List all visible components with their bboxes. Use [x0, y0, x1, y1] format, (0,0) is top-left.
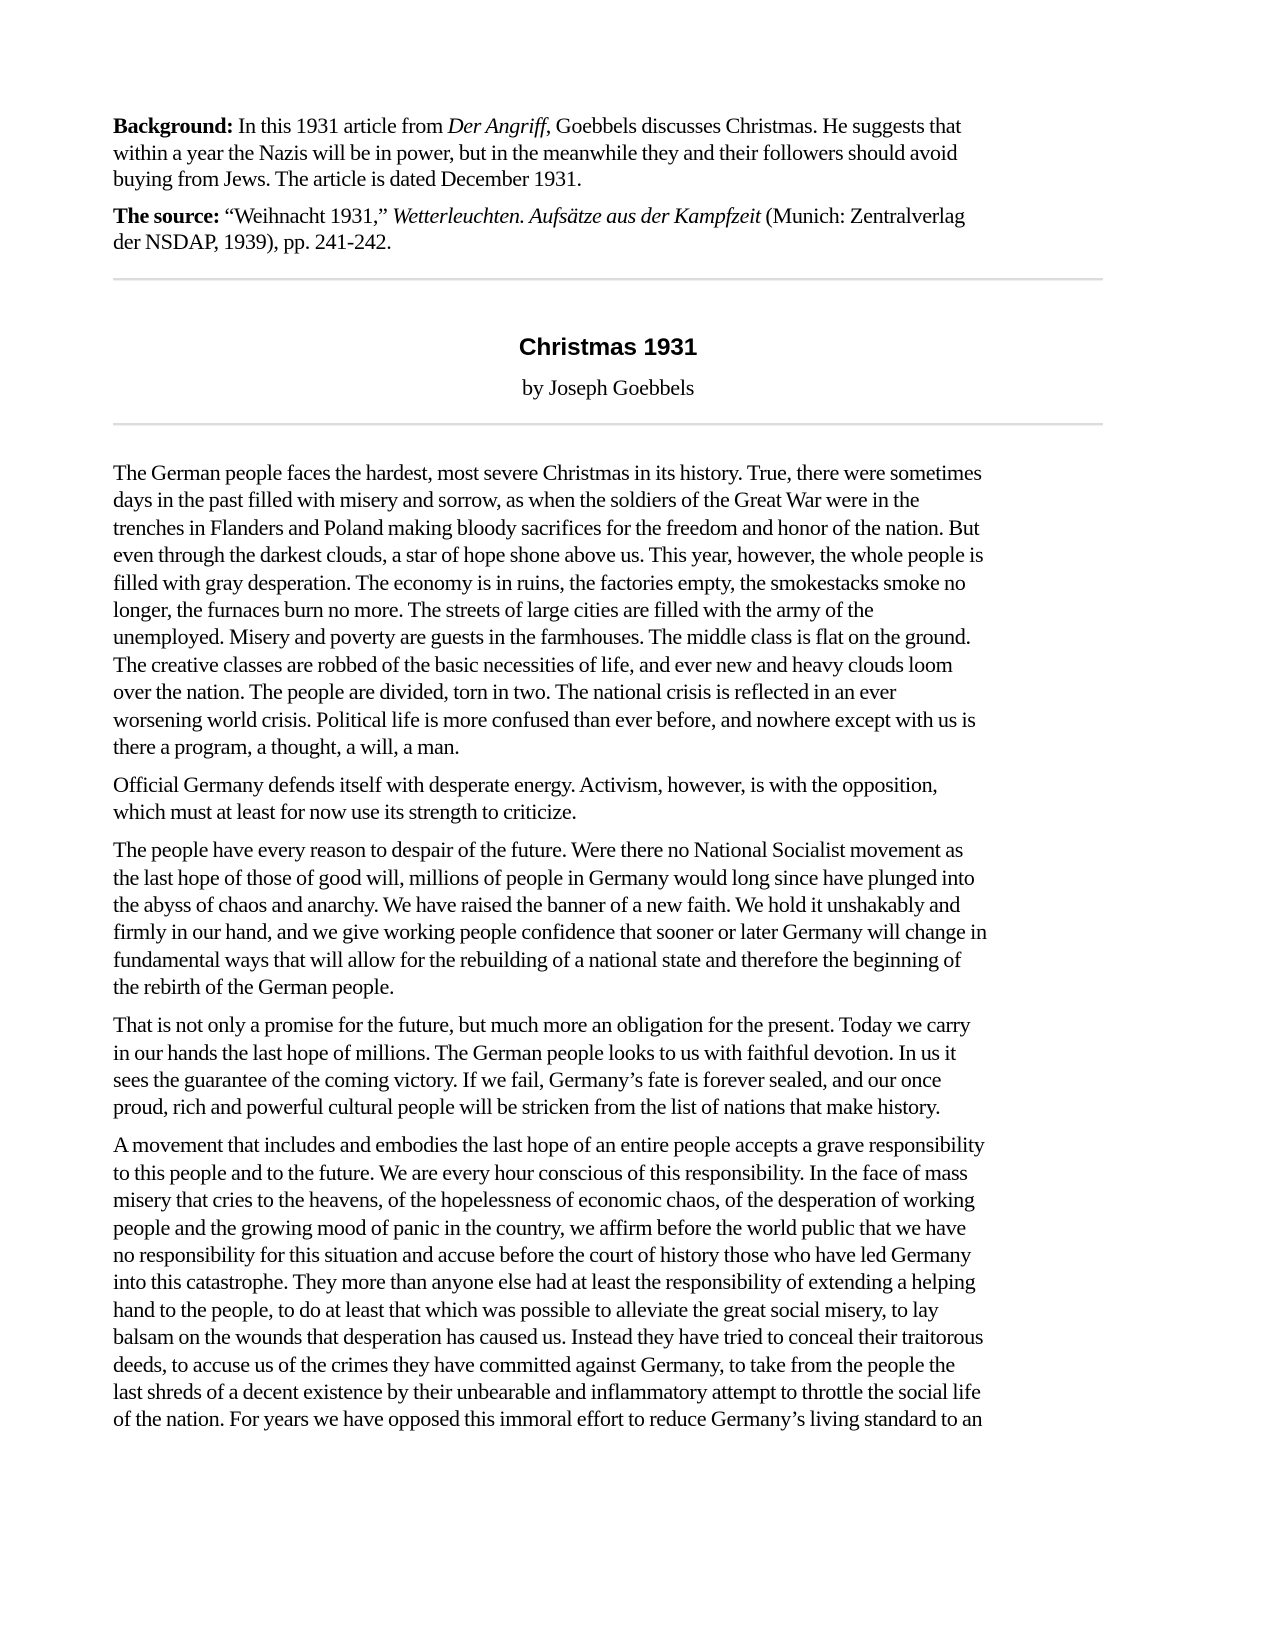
body-paragraph — [113, 1011, 1103, 1121]
paragraph-line: no responsibility for this situation and accuse before the court of history those who have led Germany — [113, 1241, 971, 1267]
background-label: Background: — [113, 113, 234, 138]
paragraph-line: which must at least for now use its strength to criticize. — [113, 799, 577, 825]
paragraph-line: the rebirth of the German people. — [113, 974, 395, 1000]
paragraph-line: hand to the people, to do at least that which was possible to alleviate the great social misery, to lay — [113, 1296, 939, 1322]
body-paragraph — [113, 459, 1103, 760]
source-paragraph — [113, 203, 1103, 256]
source-line: der NSDAP, 1939), pp. 241-242. — [113, 229, 392, 255]
source-text: (Munich: Zentralverlag — [760, 202, 965, 228]
body-paragraph — [113, 1131, 1103, 1432]
paragraph-line: misery that cries to the heavens, of the hopelessness of economic chaos, of the desperation of working — [113, 1187, 975, 1213]
source-book-title: Wetterleuchten. Aufsätze aus der Kampfzeit — [392, 202, 761, 228]
paragraph-line: over the nation. The people are divided, torn in two. The national crisis is reflected in an ever — [113, 679, 897, 705]
paragraph-line: days in the past filled with misery and sorrow, as when the soldiers of the Great War were in the — [113, 487, 920, 513]
intro-section — [113, 113, 1103, 256]
paragraph-line: balsam on the wounds that desperation has caused us. Instead they have tried to conceal their traitorous — [113, 1324, 984, 1350]
paragraph-line: The German people faces the hardest, most severe Christmas in its history. True, there were sometimes — [113, 459, 982, 485]
paragraph-line: A movement that includes and embodies the last hope of an entire people accepts a grave responsibility — [113, 1132, 985, 1158]
paragraph-line: filled with gray desperation. The economy is in ruins, the factories empty, the smokestacks smoke no — [113, 569, 966, 595]
paragraph-line: firmly in our hand, and we give working people confidence that sooner or later Germany will change in — [113, 919, 987, 945]
divider — [113, 423, 1103, 426]
background-line: buying from Jews. The article is dated December 1931. — [113, 166, 582, 192]
article-header — [113, 281, 1103, 423]
paragraph-line: Official Germany defends itself with desperate energy. Activism, however, is with the opposition, — [113, 771, 938, 797]
background-line: within a year the Nazis will be in power, but in the meanwhile they and their followers should avoid — [113, 139, 958, 165]
body-paragraph — [113, 836, 1103, 1000]
document-page — [113, 113, 1103, 1443]
publication-name: Der Angriff — [447, 113, 546, 138]
source-label: The source: — [113, 202, 220, 228]
background-line — [113, 113, 1103, 140]
paragraph-line: even through the darkest clouds, a star of hope shone above us. This year, however, the whole people is — [113, 542, 984, 568]
paragraph-line: unemployed. Misery and poverty are guests in the farmhouses. The middle class is flat on the ground. — [113, 624, 971, 650]
source-text: “Weihnacht 1931,” — [219, 202, 393, 228]
background-text: In this 1931 article from — [233, 113, 448, 138]
paragraph-line: fundamental ways that will allow for the rebuilding of a national state and therefore the beginning of — [113, 946, 962, 972]
article-body — [113, 459, 1103, 1433]
article-title: Christmas 1931 — [518, 333, 698, 361]
paragraph-line: the abyss of chaos and anarchy. We have raised the banner of a new faith. We hold it unshakably and — [113, 892, 961, 918]
paragraph-line: The people have every reason to despair of the future. Were there no National Socialist movement as — [113, 837, 963, 863]
body-paragraph — [113, 771, 1103, 826]
source-line — [113, 203, 1103, 230]
paragraph-line: deeds, to accuse us of the crimes they have committed against Germany, to take from the people the — [113, 1351, 955, 1377]
paragraph-line: That is not only a promise for the future, but much more an obligation for the present. Today we carry — [113, 1012, 971, 1038]
paragraph-line: The creative classes are robbed of the basic necessities of life, and ever new and heavy clouds loom — [113, 651, 953, 677]
paragraph-line: last shreds of a decent existence by their unbearable and inflammatory attempt to throttle the social life — [113, 1378, 981, 1404]
paragraph-line: the last hope of those of good will, millions of people in Germany would long since have plunged into — [113, 864, 975, 890]
paragraph-line: there a program, a thought, a will, a man. — [113, 734, 460, 760]
paragraph-line: to this people and to the future. We are every hour conscious of this responsibility. In the face of mass — [113, 1159, 968, 1185]
paragraph-line: trenches in Flanders and Poland making bloody sacrifices for the freedom and honor of the nation. But — [113, 514, 980, 540]
paragraph-line: sees the guarantee of the coming victory. If we fail, Germany’s fate is forever sealed, and our once — [113, 1067, 942, 1092]
background-paragraph — [113, 113, 1103, 193]
article-byline: by Joseph Goebbels — [521, 374, 695, 400]
paragraph-line: of the nation. For years we have opposed this immoral effort to reduce Germany’s living standard to an — [113, 1406, 983, 1432]
paragraph-line: people and the growing mood of panic in the country, we affirm before the world public that we have — [113, 1214, 966, 1240]
paragraph-line: worsening world crisis. Political life is more confused than ever before, and nowhere except with us is — [113, 706, 976, 732]
paragraph-line: in our hands the last hope of millions. The German people looks to us with faithful devotion. In us it — [113, 1039, 956, 1065]
paragraph-line: into this catastrophe. They more than anyone else had at least the responsibility of extending a helping — [113, 1269, 976, 1295]
paragraph-line: proud, rich and powerful cultural people will be stricken from the list of nations that make history. — [113, 1094, 941, 1120]
background-text: , Goebbels discusses Christmas. He suggests that — [545, 113, 962, 138]
paragraph-line: longer, the furnaces burn no more. The streets of large cities are filled with the army of the — [113, 597, 874, 622]
